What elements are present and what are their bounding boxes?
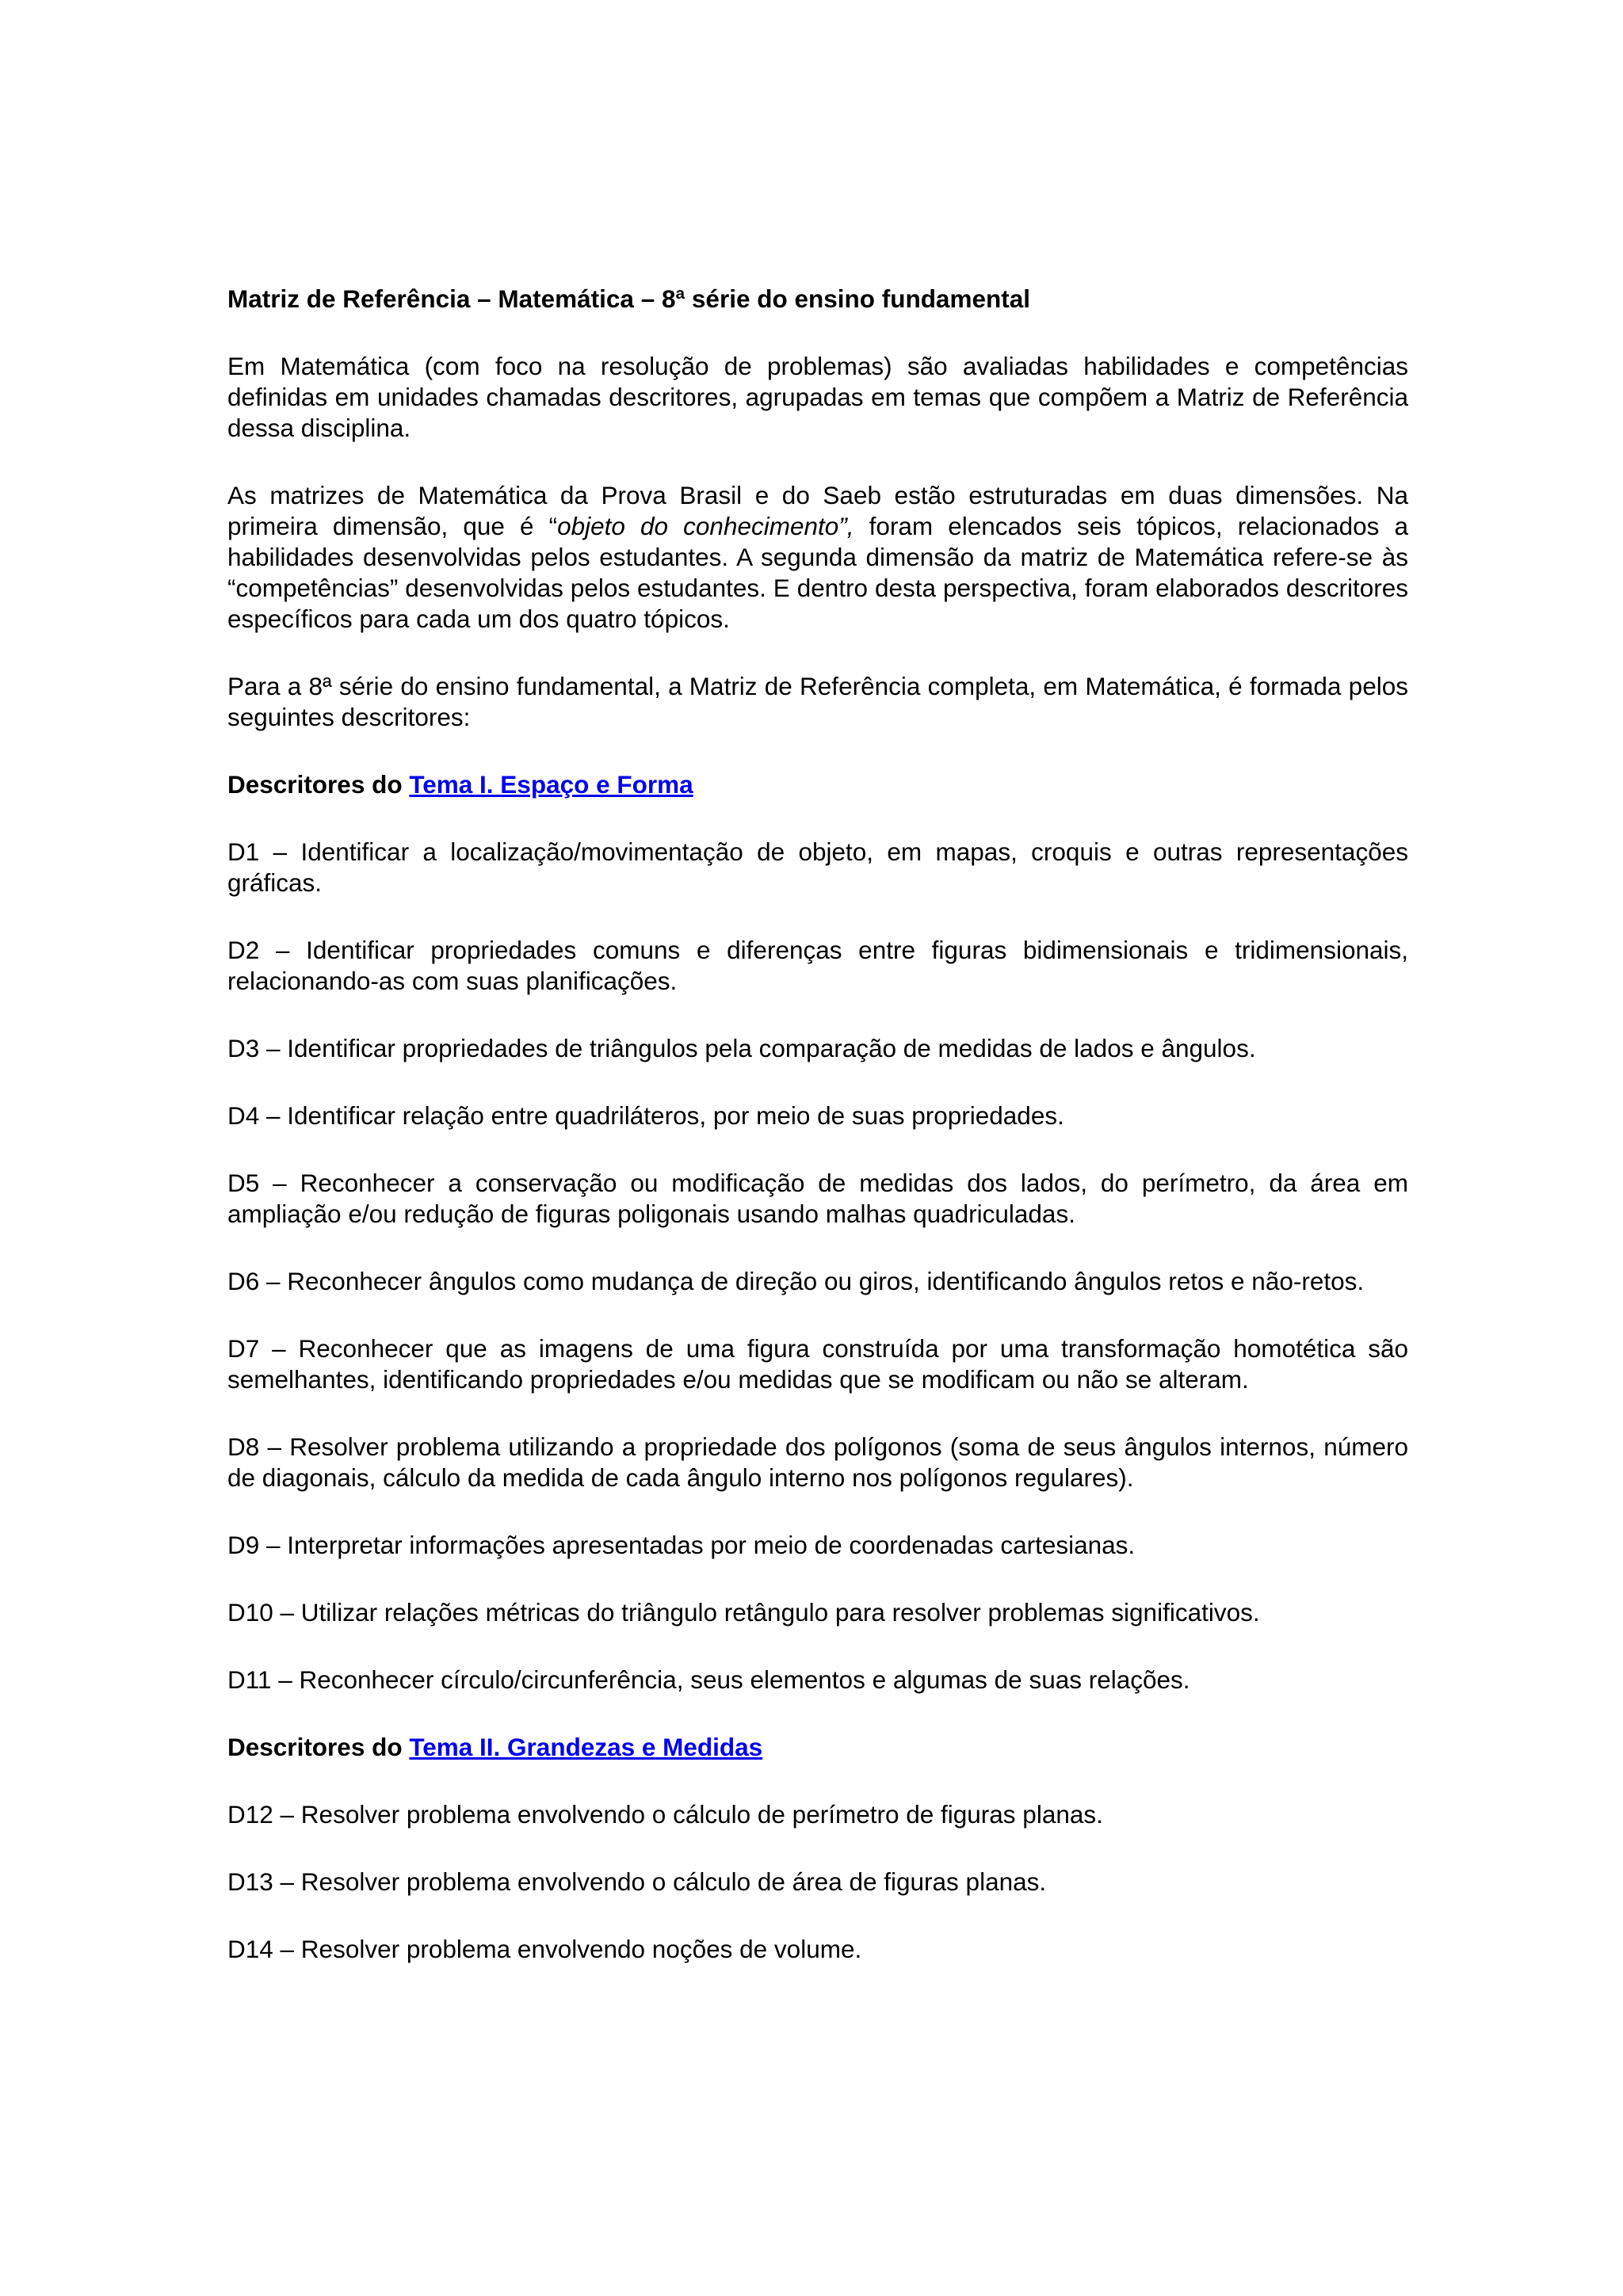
descriptor-d6: D6 – Reconhecer ângulos como mudança de direção ou giros, identificando ângulos retos e não-retos. xyxy=(227,1267,1365,1295)
intro-paragraph-2 xyxy=(227,480,1408,635)
intro-paragraph-1: Em Matemática (com foco na resolução de problemas) são avaliadas habilidades e competências definidas em unidades chamadas descritores, agrupadas em temas que compõem a Matriz de Referência dessa disciplina. xyxy=(227,352,1408,442)
intro-paragraph-2-text-start: As matrizes de Matemática da Prova Brasil e do Saeb estão estruturadas em duas dimensões. Na primeira dimensão, que é “ xyxy=(227,481,1408,540)
descriptor-d11: D11 – Reconhecer círculo/circunferência, seus elementos e algumas de suas relações. xyxy=(227,1665,1190,1694)
section-heading-tema-1 xyxy=(227,769,1408,800)
descriptor-d5: D5 – Reconhecer a conservação ou modificação de medidas dos lados, do perímetro, da área em ampliação e/ou redução de figuras poligonais usando malhas quadriculadas. xyxy=(227,1169,1408,1228)
descriptor-d8: D8 – Resolver problema utilizando a propriedade dos polígonos (soma de seus ângulos internos, número de diagonais, cálculo da medida de cada ângulo interno nos polígonos regulares). xyxy=(227,1432,1408,1492)
descriptor-d2: D2 – Identificar propriedades comuns e diferenças entre figuras bidimensionais e tridimensionais, relacionando-as com suas planificações. xyxy=(227,936,1408,995)
document-page xyxy=(227,284,1408,2001)
link-tema-1-espaco-e-forma[interactable]: Tema I. Espaço e Forma xyxy=(409,770,693,799)
descriptor-d14: D14 – Resolver problema envolvendo noções de volume. xyxy=(227,1935,862,1963)
descriptor-d7: D7 – Reconhecer que as imagens de uma figura construída por uma transformação homotética são semelhantes, identificando propriedades e/ou medidas que se modificam ou não se alteram. xyxy=(227,1334,1408,1394)
document-title: Matriz de Referência – Matemática – 8ª série do ensino fundamental xyxy=(227,284,1030,313)
link-tema-2-grandezas-e-medidas[interactable]: Tema II. Grandezas e Medidas xyxy=(409,1733,763,1761)
descriptor-d3: D3 – Identificar propriedades de triângulos pela comparação de medidas de lados e ângulos. xyxy=(227,1034,1256,1062)
descriptor-d12: D12 – Resolver problema envolvendo o cálculo de perímetro de figuras planas. xyxy=(227,1800,1103,1829)
section-heading-prefix: Descritores do xyxy=(227,770,410,799)
section-heading-tema-2 xyxy=(227,1732,1408,1763)
intro-paragraph-3: Para a 8ª série do ensino fundamental, a Matriz de Referência completa, em Matemática, é formada pelos seguintes descritores: xyxy=(227,672,1408,731)
intro-paragraph-2-italic-term: objeto do conhecimento”, xyxy=(557,512,854,540)
section-heading-prefix: Descritores do xyxy=(227,1733,410,1761)
intro-paragraph-2-text-end: foram elencados seis tópicos, relacionados a habilidades desenvolvidas pelos estudantes. A segunda dimensão da matriz de Matemática refere-se às “competências” desenvolvidas pelos estudantes. E dentro desta perspectiva, foram elaborados descritores específicos para cada um dos quatro tópicos. xyxy=(227,512,1408,633)
descriptor-d1: D1 – Identificar a localização/movimentação de objeto, em mapas, croquis e outras representações gráficas. xyxy=(227,837,1408,897)
descriptor-d13: D13 – Resolver problema envolvendo o cálculo de área de figuras planas. xyxy=(227,1867,1047,1896)
descriptor-d9: D9 – Interpretar informações apresentadas por meio de coordenadas cartesianas. xyxy=(227,1531,1136,1559)
descriptor-d10: D10 – Utilizar relações métricas do triângulo retângulo para resolver problemas significativos. xyxy=(227,1598,1260,1627)
descriptor-d4: D4 – Identificar relação entre quadriláteros, por meio de suas propriedades. xyxy=(227,1101,1064,1130)
